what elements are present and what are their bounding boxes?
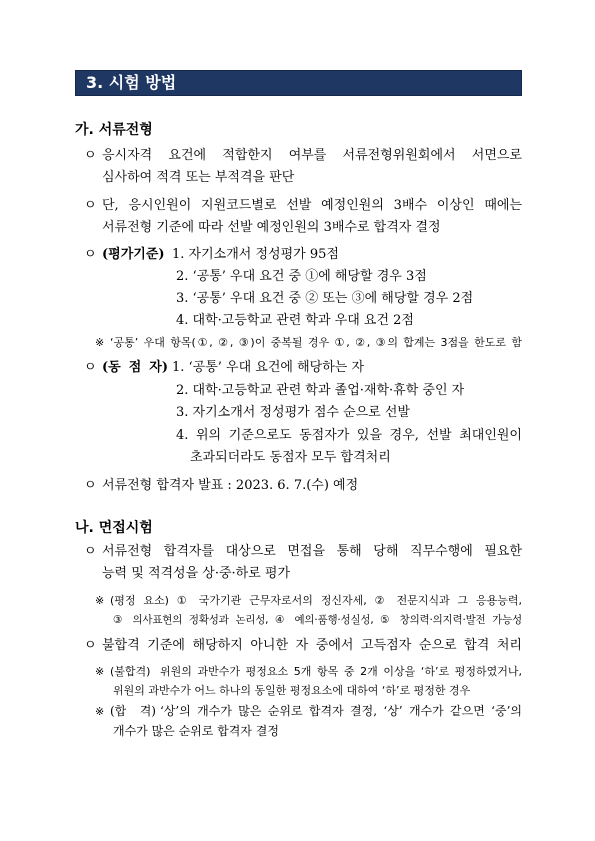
paragraph-line: 심사하여 적격 또는 부적격을 판단	[102, 170, 295, 185]
subsection-heading-document-screening: 가. 서류전형	[75, 122, 153, 138]
bullet-marker: ㅇ	[84, 198, 97, 213]
paragraph-line: 능력 및 적격성을 상·중·하로 평가	[102, 566, 291, 581]
tie-break-item: 4. 위의 기준으로도 동점자가 있을 경우, 선발 최대인원이	[176, 428, 522, 443]
bullet-marker: ㅇ	[84, 360, 97, 375]
bullet-marker: ㅇ	[84, 638, 97, 653]
note-marker: ※	[95, 336, 105, 349]
tie-break-continuation: 초과되더라도 동점자 모두 합격처리	[190, 450, 391, 465]
paragraph-line: 서류전형 기준에 따라 선발 예정인원의 3배수로 합격자 결정	[102, 220, 441, 235]
paragraph-line: 단, 응시인원이 지원코드별로 선발 예정인원의 3배수 이상인 때에는	[102, 198, 522, 213]
paragraph-line: 서류전형 합격자를 대상으로 면접을 통해 당해 직무수행에 필요한	[102, 544, 522, 559]
evaluation-elements-text: ① 국가기관 근무자로서의 정신자세, ② 전문지식과 그 응용능력,	[176, 594, 522, 607]
pass-criteria-text: ‘상’의 개수가 많은 순위로 합격자 결정, ‘상’ 개수가 같으면 ‘중’의	[160, 704, 522, 718]
bullet-marker: ㅇ	[84, 478, 97, 493]
fail-criteria-line: 위원의 과반수가 어느 하나의 동일한 평정요소에 대하여 ‘하’로 평정한 경우	[113, 684, 471, 697]
tie-break-item: 2. 대학·고등학교 관련 학과 졸업·재학·휴학 중인 자	[176, 383, 465, 398]
criteria-item: 2. ‘공통’ 우대 요건 중 ①에 해당할 경우 3점	[176, 269, 427, 284]
note-marker: ※	[95, 665, 105, 678]
bullet-marker: ㅇ	[84, 148, 97, 163]
tie-break-item: 1. ‘공통’ 우대 요건에 해당하는 자	[172, 360, 365, 375]
evaluation-elements-line: ③ 의사표현의 정확성과 논리성, ④ 예의·품행·성실성, ⑤ 창의력·의지력·발전 가능성	[113, 614, 522, 626]
note-marker: ※	[95, 705, 105, 718]
paragraph-line: 응시자격 요건에 적합한지 여부를 서류전형위원회에서 서면으로	[102, 148, 522, 163]
section-title-bar	[75, 70, 522, 96]
subsection-heading-interview: 나. 면접시험	[75, 520, 153, 536]
note-marker: ※	[95, 594, 105, 607]
paragraph-line: 불합격 기준에 해당하지 아니한 자 중에서 고득점자 순으로 합격 처리	[102, 638, 522, 653]
fail-criteria-label: (불합격)	[110, 665, 151, 678]
section-title: 3. 시험 방법	[86, 73, 177, 92]
criteria-note: ‘공통’ 우대 항목(①, ②, ③)이 중복될 경우 ①, ②, ③의 합계는 3점을 한도로 함	[110, 336, 522, 349]
fail-criteria-text: 위원의 과반수가 평정요소 5개 항목 중 2개 이상을 ‘하’로 평정하였거나,	[160, 665, 522, 678]
criteria-item: 1. 자기소개서 정성평가 95점	[172, 247, 339, 262]
criteria-item: 4. 대학·고등학교 관련 학과 우대 요건 2점	[176, 313, 414, 328]
criteria-item: 3. ‘공통’ 우대 요건 중 ② 또는 ③에 해당할 경우 2점	[176, 291, 474, 306]
pass-criteria-line	[110, 703, 522, 720]
pass-criteria-line: 개수가 많은 순위로 합격자 결정	[113, 724, 279, 738]
pass-criteria-label: (합 격)	[110, 704, 156, 718]
fail-criteria-line	[110, 663, 522, 680]
criteria-label: (평가기준)	[102, 247, 165, 262]
evaluation-elements-label: (평정 요소)	[110, 594, 169, 607]
bullet-marker: ㅇ	[84, 544, 97, 559]
bullet-marker: ㅇ	[84, 247, 97, 262]
tie-break-label: (동 점 자)	[102, 360, 168, 375]
tie-break-item: 3. 자기소개서 정성평가 점수 순으로 선발	[176, 405, 410, 420]
announcement-line: 서류전형 합격자 발표 : 2023. 6. 7.(수) 예정	[102, 478, 359, 493]
evaluation-elements-line	[110, 592, 522, 609]
